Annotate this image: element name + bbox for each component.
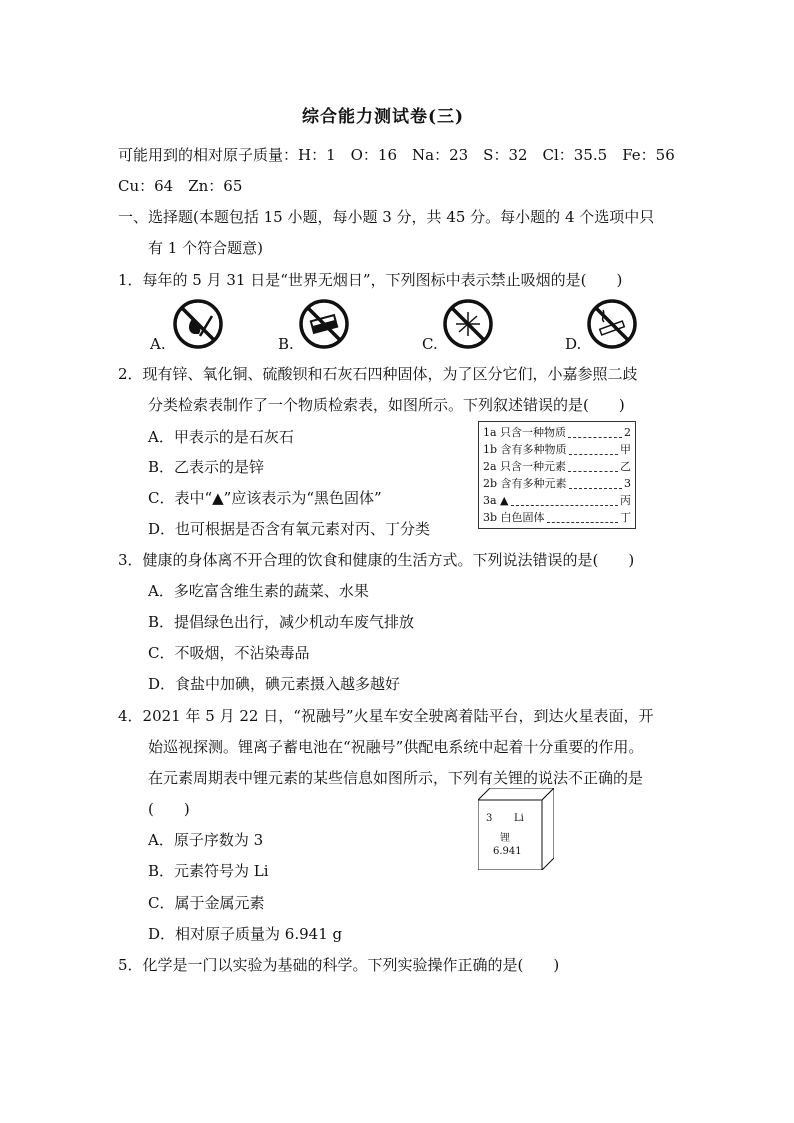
- question-2-stem-line1: 2．现有锌、氧化铜、硫酸钡和石灰石四种固体，为了区分它们，小嘉参照二歧: [118, 365, 638, 383]
- key-row: [483, 509, 631, 526]
- q1-option-a-label: A.: [150, 335, 166, 353]
- question-4-stem-line4: ( ): [148, 800, 190, 818]
- q2-option-a: A．甲表示的是石灰石: [148, 428, 294, 446]
- key-row-label: 2b 含有多种元素: [483, 477, 567, 490]
- key-row: [483, 458, 631, 475]
- key-row-value: 2: [624, 426, 631, 439]
- q2-option-b: B．乙表示的是锌: [148, 458, 265, 476]
- key-row-value: 丁: [620, 511, 631, 524]
- q3-option-a: A．多吃富含维生素的蔬菜、水果: [148, 582, 369, 600]
- element-symbol: Li: [514, 813, 524, 824]
- q3-option-c: C．不吸烟，不沾染毒品: [148, 644, 310, 662]
- key-row-value: 3: [624, 477, 631, 490]
- key-row-label: 2a 只含一种元素: [483, 460, 567, 473]
- q3-option-b: B．提倡绿色出行，减少机动车废气排放: [148, 613, 415, 631]
- page-title: 综合能力测试卷(三): [302, 107, 465, 127]
- key-row: [483, 492, 631, 509]
- q1-option-d-label: D.: [565, 335, 582, 353]
- question-4-stem-line2: 始巡视探测。锂离子蓄电池在“祝融号”供配电系统中起着十分重要的作用。: [148, 738, 644, 756]
- question-4-stem-line3: 在元素周期表中锂元素的某些信息如图所示，下列有关锂的说法不正确的是: [148, 769, 644, 787]
- question-2-stem-line2: 分类检索表制作了一个物质检索表，如图所示。下列叙述错误的是( ): [148, 396, 625, 414]
- atomic-masses-line2: Cu：64 Zn：65: [118, 177, 243, 195]
- q2-option-d: D．也可根据是否含有氧元素对丙、丁分类: [148, 520, 431, 538]
- key-row-value: 甲: [620, 443, 631, 456]
- no-fire-icon: [172, 298, 224, 350]
- key-row-label: 1a 只含一种物质: [483, 426, 567, 439]
- no-fireworks-icon: [442, 298, 494, 350]
- key-row-label: 3b 白色固体: [483, 511, 545, 524]
- q2-option-c: C．表中“▲”应该表示为“黑色固体”: [148, 489, 382, 507]
- key-row: [483, 441, 631, 458]
- section-heading-line1: 一、选择题(本题包括 15 小题，每小题 3 分，共 45 分。每小题的 4 个选项中只: [118, 208, 655, 226]
- question-1-stem: 1．每年的 5 月 31 日是“世界无烟日”，下列图标中表示禁止吸烟的是( ): [118, 271, 623, 289]
- q4-option-c: C．属于金属元素: [148, 894, 265, 912]
- q4-option-d: D．相对原子质量为 6.941 g: [148, 925, 343, 943]
- element-cell-cube: [478, 788, 554, 870]
- q1-option-c-label: C.: [422, 335, 438, 353]
- question-5-stem: 5．化学是一门以实验为基础的科学。下列实验操作正确的是( ): [118, 956, 560, 974]
- element-atomic-number: 3: [486, 813, 493, 824]
- q4-option-a: A．原子序数为 3: [148, 831, 264, 849]
- key-row-label: 3a ▲: [483, 494, 509, 507]
- key-row-value: 丙: [620, 494, 631, 507]
- atomic-masses-line1: 可能用到的相对原子质量：H：1 O：16 Na：23 S：32 Cl：35.5 Fe：56: [118, 146, 675, 164]
- no-matches-icon: [298, 298, 350, 350]
- question-3-stem: 3．健康的身体离不开合理的饮食和健康的生活方式。下列说法错误的是( ): [118, 551, 635, 569]
- question-4-stem-line1: 4．2021 年 5 月 22 日，“祝融号”火星车安全驶离着陆平台，到达火星表面，开: [118, 707, 654, 725]
- key-row-label: 1b 含有多种物质: [483, 443, 567, 456]
- no-smoking-icon: [586, 298, 638, 350]
- element-mass: 6.941: [493, 846, 522, 857]
- q4-option-b: B．元素符号为 Li: [148, 862, 269, 880]
- key-row: [483, 475, 631, 492]
- section-heading-line2: 有 1 个符合题意): [148, 239, 263, 257]
- classification-key-table: [478, 421, 636, 529]
- key-row-value: 乙: [620, 460, 631, 473]
- q1-option-b-label: B.: [278, 335, 294, 353]
- element-name: 锂: [500, 833, 510, 844]
- key-row: [483, 424, 631, 441]
- q3-option-d: D．食盐中加碘，碘元素摄入越多越好: [148, 675, 401, 693]
